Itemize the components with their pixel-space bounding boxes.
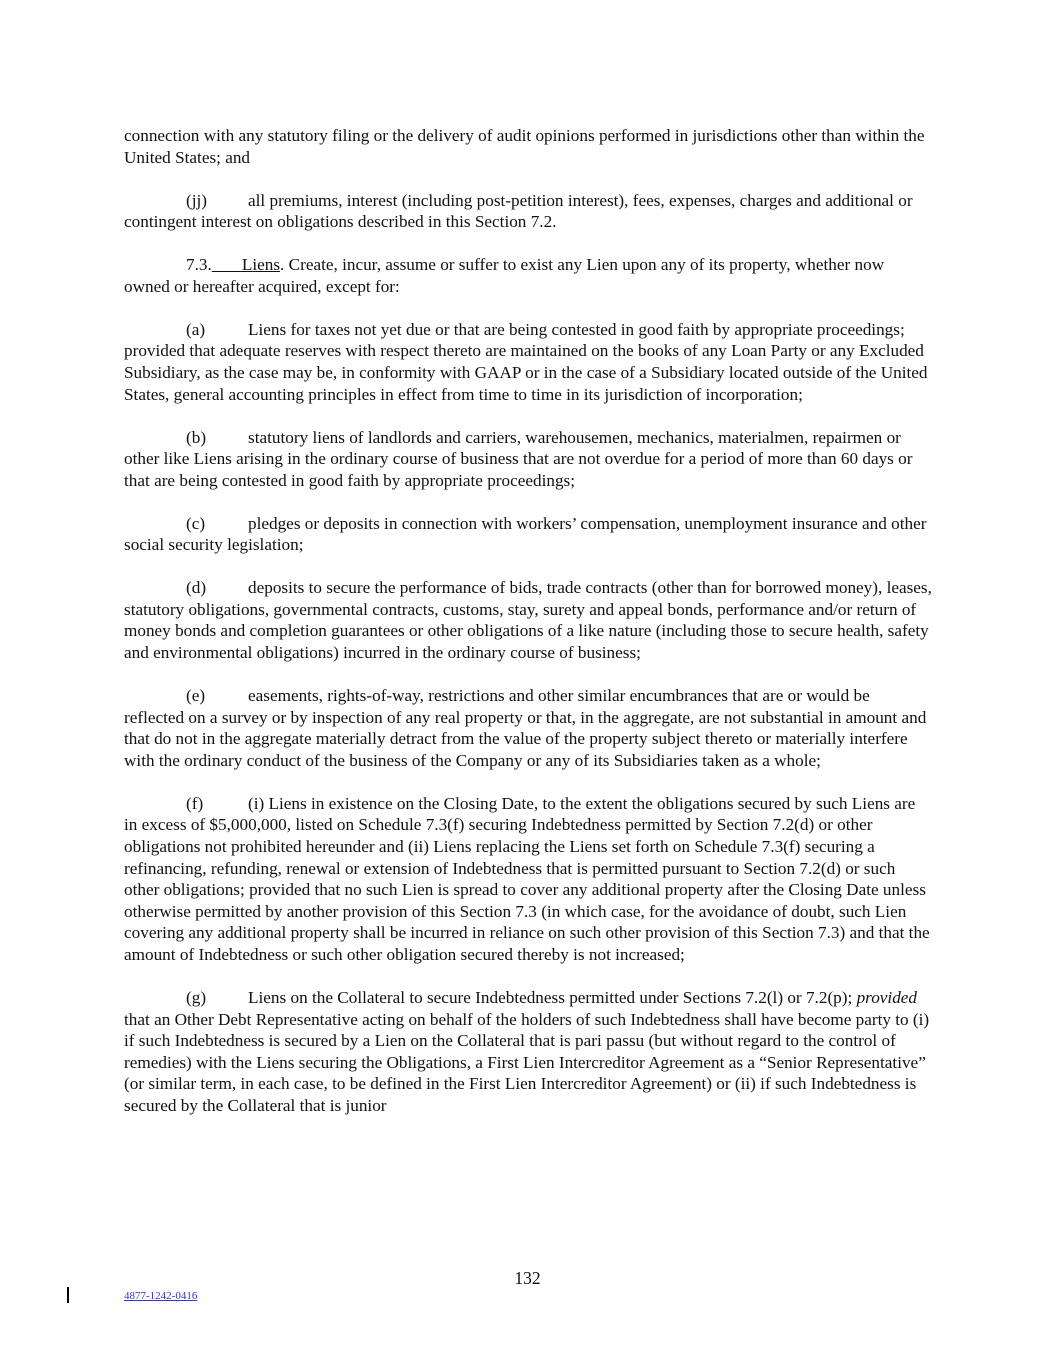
item-text: Liens for taxes not yet due or that are being contested in good faith by appropriate proceedings; provided that adequate reserves with respect thereto are maintained on the books of any Loan Party or any Excluded Subsidiary, as the case may be, in conformity with GAAP or in the case of a Subsidiary located outside of the United States, general accounting principles in effect from time to time in its jurisdiction of incorporation; xyxy=(124,319,928,404)
item-text: easements, rights-of-way, restrictions and other similar encumbrances that are or would be reflected on a survey or by inspection of any real property or that, in the aggregate, are not substantial in amount and that do not in the aggregate materially detract from the value of the property subject thereto or materially interfere with the ordinary conduct of the business of the Company or any of its Subsidiaries taken as a whole; xyxy=(124,686,927,770)
item-label: (d) xyxy=(186,578,207,598)
document-body xyxy=(124,125,932,1138)
section-number: 7.3. xyxy=(186,255,212,275)
document-id-link[interactable]: 4877-1242-0416 xyxy=(124,1290,198,1302)
section-title: Liens xyxy=(241,255,281,275)
item-text: (i) Liens in existence on the Closing Date, to the extent the obligations secured by such Liens are in excess of $5,000,000, listed on Schedule 7.3(f) securing Indebtedness permitted by Section 7.2(d) or other obligations not prohibited hereunder and (ii) Liens replacing the Liens set forth on Schedule 7.3(f) securing a refinancing, refunding, renewal or extension of Indebtedness that is permitted pursuant to Section 7.2(d) or such other obligations; provided that no such Lien is spread to cover any additional property after the Closing Date unless otherwise permitted by another provision of this Section 7.3 (in which case, for the avoidance of doubt, such Lien covering any additional property shall be incurred in reliance on such other provision of this Section 7.3) and that the amount of Indebtedness or such other obligation secured thereby is not increased; xyxy=(124,793,930,964)
continuation-paragraph xyxy=(124,125,932,168)
item-text-rest: that an Other Debt Representative acting on behalf of the holders of such Indebtedness shall have become party to (i) if such Indebtedness is secured by a Lien on the Collateral that is pari passu (but without regard to the control of remedies) with the Liens securing the Obligations, a First Lien Intercreditor Agreement as a “Senior Representative” (or similar term, in each case, to be defined in the First Lien Intercreditor Agreement) or (ii) if such Indebtedness is secured by the Collateral that is junior xyxy=(124,1009,930,1115)
item-f xyxy=(124,793,932,966)
item-label: (jj) xyxy=(186,190,207,210)
item-label: (c) xyxy=(186,513,206,533)
item-text-italic: provided xyxy=(856,987,918,1007)
item-label: (g) xyxy=(186,987,207,1007)
item-a xyxy=(124,319,932,405)
item-c xyxy=(124,513,932,556)
item-label: (b) xyxy=(186,427,207,447)
continuation-text: connection with any statutory filing or the delivery of audit opinions performed in jurisdictions other than within the United States; and xyxy=(124,126,925,167)
item-d xyxy=(124,577,932,663)
item-text: statutory liens of landlords and carriers, warehousemen, mechanics, materialmen, repairmen or other like Liens arising in the ordinary course of business that are not overdue for a period of more than 60 days or that are being contested in good faith by appropriate proceedings; xyxy=(124,427,913,490)
item-text: Liens on the Collateral to secure Indebtedness permitted under Sections 7.2(l) or 7.2(p); xyxy=(248,987,857,1007)
revision-change-bar xyxy=(67,1287,69,1303)
item-g xyxy=(124,987,932,1117)
page-number: 132 xyxy=(514,1268,541,1288)
item-jj xyxy=(124,190,932,233)
item-text: all premiums, interest (including post-petition interest), fees, expenses, charges and additional or contingent interest on obligations described in this Section 7.2. xyxy=(124,190,913,232)
item-text: deposits to secure the performance of bids, trade contracts (other than for borrowed money), leases, statutory obligations, governmental contracts, customs, stay, surety and appeal bonds, performance and/or return of money bonds and completion guarantees or other obligations of a like nature (including those to secure health, safety and environmental obligations) incurred in the ordinary course of business; xyxy=(124,578,932,663)
item-label: (a) xyxy=(186,319,206,339)
item-b xyxy=(124,427,932,492)
item-label: (e) xyxy=(186,686,206,706)
item-e xyxy=(124,685,932,771)
section-text: . Create, incur, assume or suffer to exist any Lien upon any of its property, whether now owned or hereafter acquired, except for: xyxy=(124,255,885,296)
section-number-gap xyxy=(212,255,242,274)
item-label: (f) xyxy=(186,793,204,813)
section-7-3-heading-paragraph xyxy=(124,254,932,297)
item-text: pledges or deposits in connection with workers’ compensation, unemployment insurance and other social security legislation; xyxy=(124,513,927,555)
